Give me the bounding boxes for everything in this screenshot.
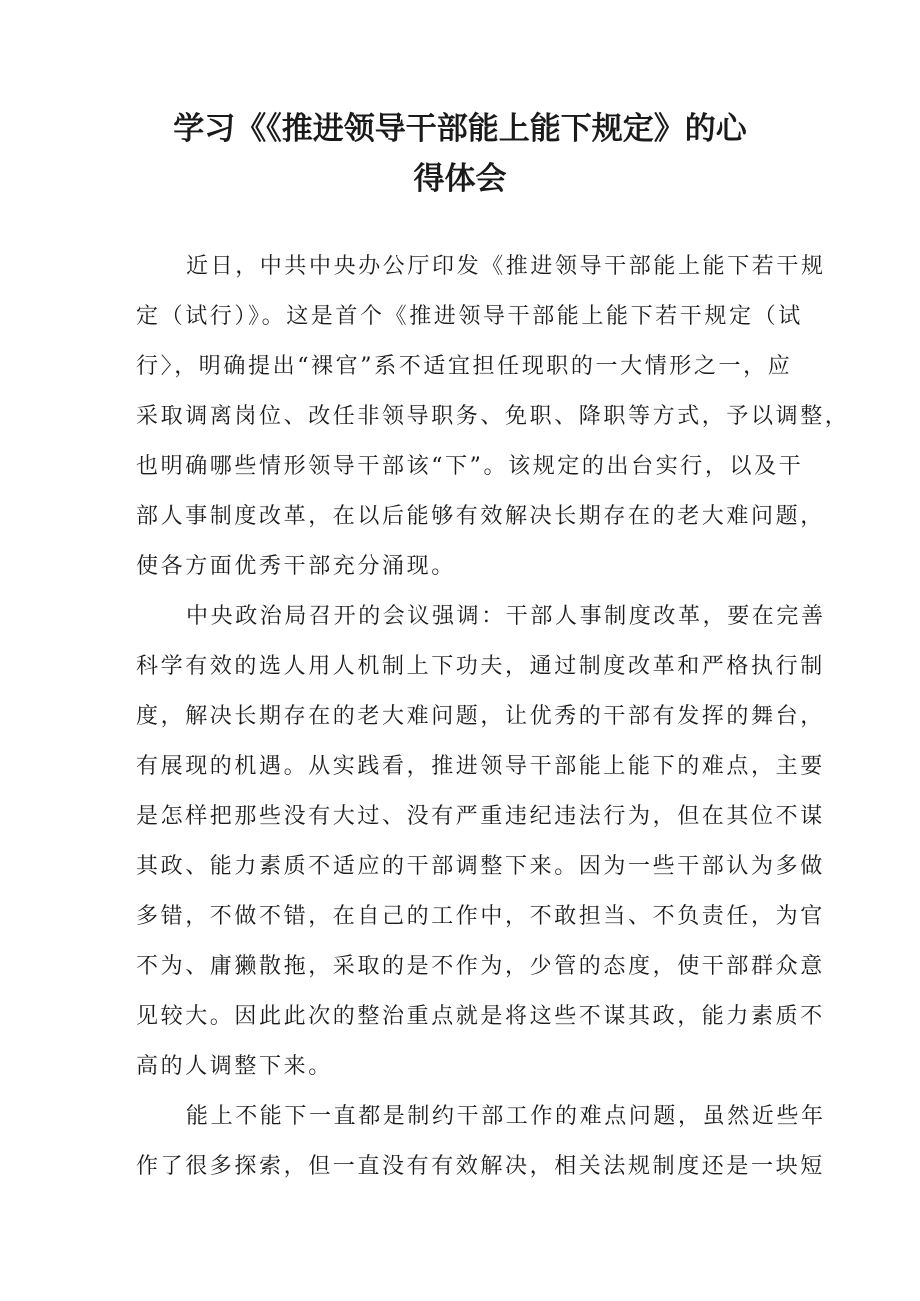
paragraph-line: 度，解决长期存在的老大难问题，让优秀的干部有发挥的舞台， xyxy=(136,704,825,729)
paragraph-line: 采取调离岗位、改任非领导职务、免职、降职等方式，予以调整， xyxy=(136,404,850,429)
paragraph-line: 多错，不做不错，在自己的工作中，不敢担当、不负责任，为官 xyxy=(136,904,825,929)
paragraph-line: 其政、能力素质不适应的干部调整下来。因为一些干部认为多做 xyxy=(136,854,825,879)
paragraph-line: 使各方面优秀干部充分涌现。 xyxy=(136,554,456,579)
document-title xyxy=(100,104,820,204)
title-line: 学习《《推进领导干部能上能下规定》的心 xyxy=(173,111,747,147)
paragraph-line: 行〉，明确提出“裸官”系不适宜担任现职的一大情形之一，应 xyxy=(136,354,793,379)
paragraph-line: 高的人调整下来。 xyxy=(136,1054,333,1079)
paragraph-line: 中央政治局召开的会议强调：干部人事制度改革，要在完善 xyxy=(186,604,826,629)
document-body xyxy=(136,242,850,1192)
paragraph-line: 能上不能下一直都是制约干部工作的难点问题，虽然近些年 xyxy=(186,1104,826,1129)
paragraph-line: 是怎样把那些没有大过、没有严重违纪违法行为，但在其位不谋 xyxy=(136,804,825,829)
paragraph-line: 近日，中共中央办公厅印发《推进领导干部能上能下若干规 xyxy=(186,254,826,279)
paragraph-line: 不为、庸獭散拖，采取的是不作为，少管的态度，使干部群众意 xyxy=(136,954,825,979)
paragraph-line: 科学有效的选人用人机制上下功夫，通过制度改革和严格执行制 xyxy=(136,654,825,679)
paragraph-line: 部人事制度改革，在以后能够有效解决长期存在的老大难问题， xyxy=(136,504,825,529)
paragraph-line: 定（试行）》。这是首个《推进领导干部能上能下若干规定（试 xyxy=(136,304,803,329)
paragraph-line: 也明确哪些情形领导干部该“下”。该规定的出台实行，以及干 xyxy=(136,454,804,479)
paragraph-line: 作了很多探索，但一直没有有效解决，相关法规制度还是一块短 xyxy=(136,1154,825,1179)
paragraph-line: 有展现的机遇。从实践看，推进领导干部能上能下的难点，主要 xyxy=(136,754,825,779)
title-line: 得体会 xyxy=(413,161,507,197)
paragraph-line: 见较大。因此此次的整治重点就是将这些不谋其政，能力素质不 xyxy=(136,1004,825,1029)
